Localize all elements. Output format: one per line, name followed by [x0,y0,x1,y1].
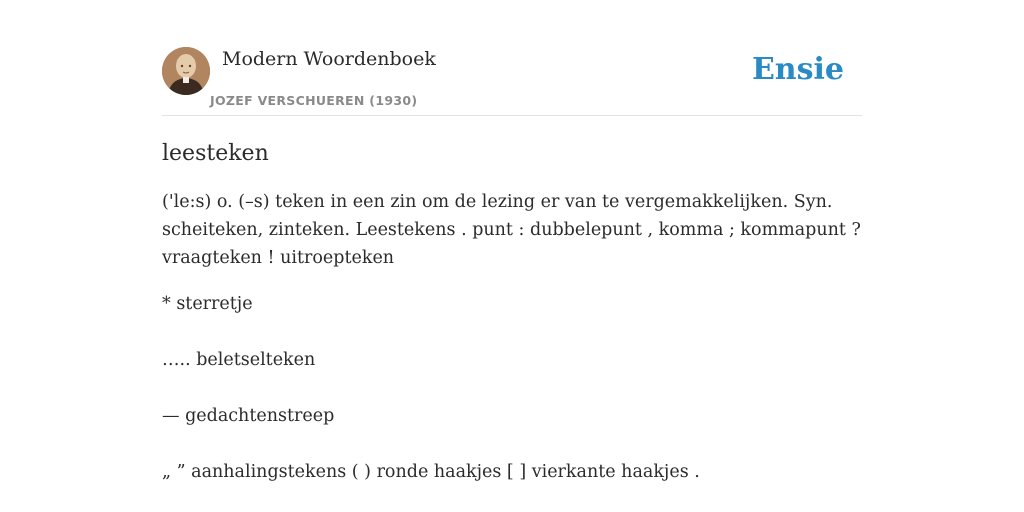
entry-title: leesteken [162,141,269,166]
book-title[interactable]: Modern Woordenboek [222,48,436,70]
entry-line-dash: — gedachtenstreep [162,406,335,426]
entry-line-quotes-brackets: „ ” aanhalingstekens ( ) ronde haakjes [ ] vierkante haakjes . [162,462,700,482]
entry-line-asterisk: * sterretje [162,294,253,314]
entry-content [162,138,862,512]
dictionary-header [162,44,862,116]
entry-line-ellipsis: ….. beletselteken [162,350,316,370]
entry-definition: ('le:s) o. (–s) teken in een zin om de lezing er van te vergemakkelijken. Syn. scheiteken, zinteken. Leestekens . punt : dubbelepunt , komma ; kommapunt ? vraagteken ! uitroepteken [162,192,861,268]
author-portrait-icon [162,47,210,95]
author-name[interactable]: JOZEF VERSCHUEREN (1930) [210,93,418,108]
brand-logo[interactable]: Ensie [751,52,844,87]
